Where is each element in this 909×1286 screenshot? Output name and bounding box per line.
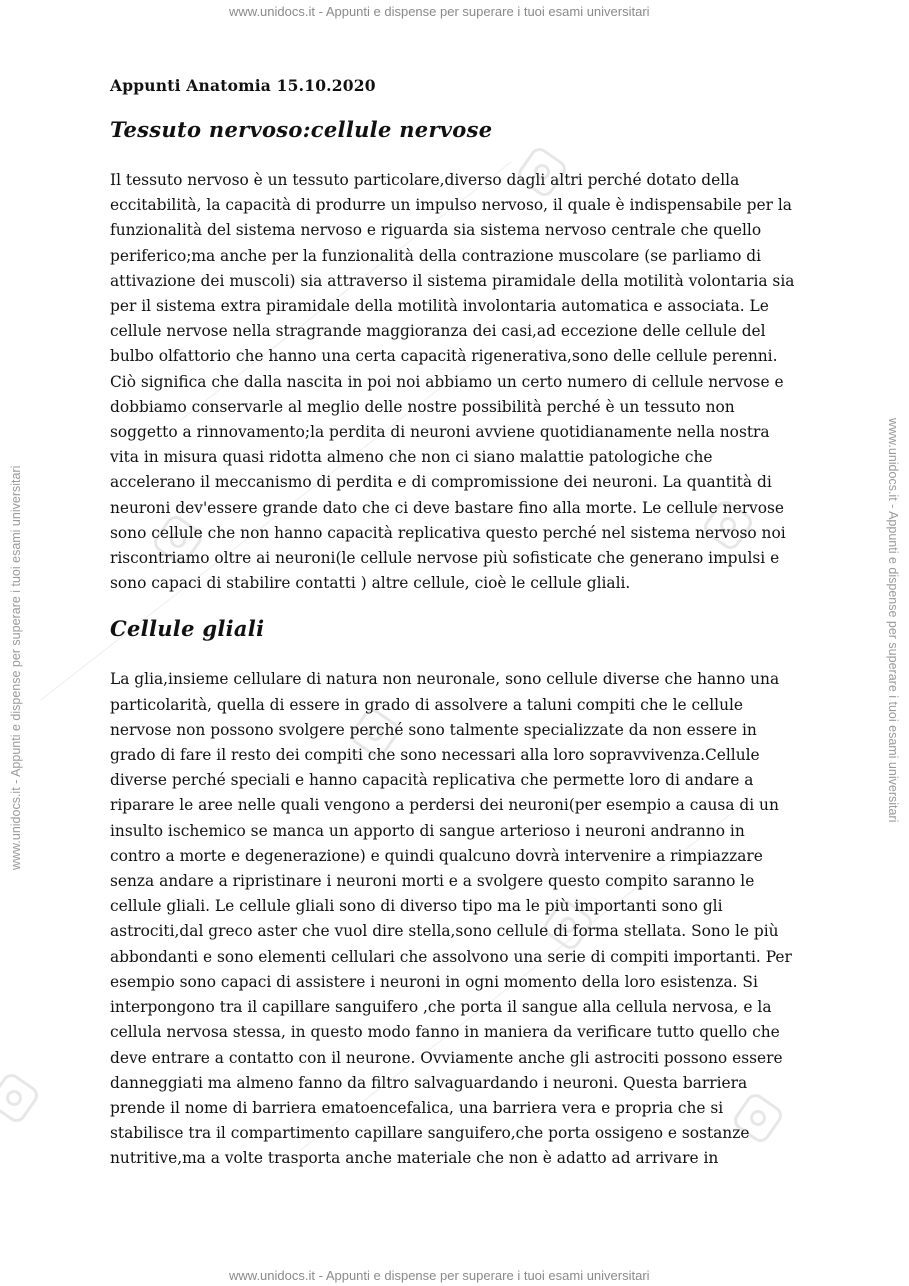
document-title: Appunti Anatomia 15.10.2020 <box>110 76 376 95</box>
section-heading-cellule-gliali: Cellule gliali <box>110 616 265 642</box>
document-content <box>110 76 800 1172</box>
watermark-logo-icon <box>0 1070 42 1126</box>
watermark-side-right: www.unidocs.it - Appunti e dispense per superare i tuoi esami universitari <box>886 418 900 823</box>
watermark-header: www.unidocs.it - Appunti e dispense per superare i tuoi esami universitari <box>229 4 650 19</box>
section-paragraph-cellule-gliali: La glia,insieme cellulare di natura non neuronale, sono cellule diverse che hanno una particolarità, quella di essere in grado di assolvere a taluni compiti che le cellule nervose non possono svolgere perché sono talmente specializzate da non essere in grado di fare il resto dei compiti che sono necessari alla loro sopravvivenza.Cellule diverse perché speciali e hanno capacità replicativa che permette loro di andare a riparare le aree nelle quali vengono a perdersi dei neuroni(per esempio a causa di un insulto ischemico se manca un apporto di sangue arterioso i neuroni andranno in contro a morte e degenerazione) e quindi qualcuno dovrà intervenire a rimpiazzare senza andare a ripristinare i neuroni morti e a svolgere questo compito saranno le cellule gliali. Le cellule gliali sono di diverso tipo ma le più importanti sono gli astrociti,dal greco aster che vuol dire stella,sono cellule di forma stellata. Sono le più abbondanti e sono elementi cellulari che assolvono una serie di compiti importanti. Per esempio sono capaci di assistere i neuroni in ogni momento della loro esistenza. Si interpongono tra il capillare sanguifero ,che porta il sangue alla cellula nervosa, e la cellula nervosa stessa, in questo modo fanno in maniera da verificare tutto quello che deve entrare a contatto con il neurone. Ovviamente anche gli astrociti possono essere danneggiati ma almeno fanno da filtro salvaguardando i neuroni. Questa barriera prende il nome di barriera ematoencefalica, una barriera vera e propria che si stabilisce tra il compartimento capillare sanguifero,che porta ossigeno e sostanze nutritive,ma a volte trasporta anche materiale che non è adatto ad arrivare in <box>110 670 792 1168</box>
section-heading-tessuto-nervoso: Tessuto nervoso:cellule nervose <box>110 117 493 142</box>
section-paragraph-tessuto-nervoso: Il tessuto nervoso è un tessuto particolare,diverso dagli altri perché dotato della eccitabilità, la capacità di produrre un impulso nervoso, il quale è indispensabile per la funzionalità del sistema nervoso e riguarda sia sistema nervoso centrale che quello periferico;ma anche per la funzionalità della contrazione muscolare (se parliamo di attivazione dei muscoli) sia attraverso il sistema piramidale della motilità volontaria sia per il sistema extra piramidale della motilità involontaria automatica e associata. Le cellule nervose nella stragrande maggioranza dei casi,ad eccezione delle cellule del bulbo olfattorio che hanno una certa capacità rigenerativa,sono delle cellule perenni. Ciò significa che dalla nascita in poi noi abbiamo un certo numero di cellule nervose e dobbiamo conservarle al meglio delle nostre possibilità perché è un tessuto non soggetto a rinnovamento;la perdita di neuroni avviene quotidianamente nella nostra vita in misura quasi ridotta almeno che non ci siano malattie patologiche che accelerano il meccanismo di perdita e di compromissione dei neuroni. La quantità di neuroni dev'essere grande dato che ci deve bastare fino alla morte. Le cellule nervose sono cellule che non hanno capacità replicativa questo perché nel sistema nervoso noi riscontriamo oltre ai neuroni(le cellule nervose più sofisticate che generano impulsi e sono capaci di stabilire contatti ) altre cellule, cioè le cellule gliali. <box>110 171 795 593</box>
watermark-footer: www.unidocs.it - Appunti e dispense per superare i tuoi esami universitari <box>229 1268 650 1283</box>
watermark-side-left: www.unidocs.it - Appunti e dispense per superare i tuoi esami universitari <box>9 465 23 870</box>
